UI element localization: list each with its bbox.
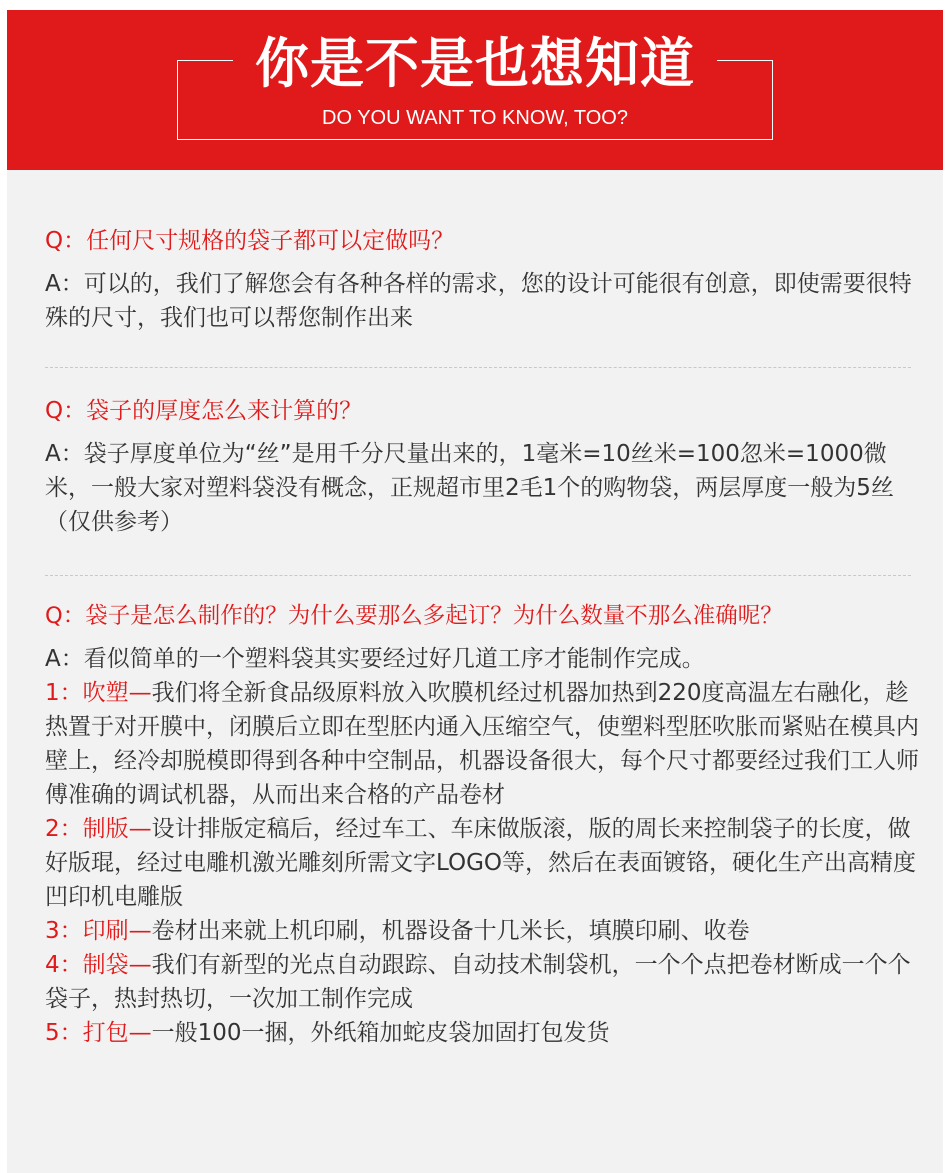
- faq-question: Q：任何尺寸规格的袋子都可以定做吗？: [45, 228, 455, 254]
- step-text: 设计排版定稿后，经过车工、车床做版滚，版的周长来控制袋子的长度，做好版琨，经过电雕机激光雕刻所需文字LOGO等，然后在表面镀铬，硬化生产出高精度凹印机电雕版: [45, 816, 917, 910]
- step-3: [45, 914, 925, 948]
- step-1: [45, 676, 925, 812]
- step-text: 我们将全新食品级原料放入吹膜机经过机器加热到220度高温左右融化，趁热置于对开膜中，闭膜后立即在型胚内通入压缩空气，使塑料型胚吹胀而紧贴在模具内壁上，经冷却脱模即得到各种中空制品，机器设备很大，每个尺寸都要经过我们工人师傅准确的调试机器，从而出来合格的产品卷材: [45, 680, 919, 808]
- step-name: 吹塑—: [82, 680, 152, 706]
- faq-answer: A：可以的，我们了解您会有各种各样的需求，您的设计可能很有创意，即使需要很特殊的尺寸，我们也可以帮您制作出来: [45, 271, 912, 331]
- faq-answer: [45, 642, 925, 1050]
- step-text: 我们有新型的光点自动跟踪、自动技术制袋机，一个个点把卷材断成一个个袋子，热封热切，一次加工制作完成: [45, 952, 911, 1012]
- faq-item-2: [45, 395, 915, 539]
- faq-answer: A：袋子厚度单位为“丝”是用千分尺量出来的，1毫米=10丝米=100忽米=1000微米，一般大家对塑料袋没有概念，正规超市里2毛1个的购物袋，两层厚度一般为5丝（仅供参考）: [45, 441, 894, 535]
- divider: [45, 575, 911, 576]
- faq-question: Q：袋子是怎么制作的？为什么要那么多起订？为什么数量不那么准确呢？: [45, 603, 783, 629]
- step-text: 卷材出来就上机印刷，机器设备十几米长，填膜印刷、收卷: [151, 918, 750, 944]
- step-number: 5：: [45, 1020, 83, 1046]
- step-number: 2：: [45, 816, 83, 842]
- step-2: [45, 812, 925, 914]
- step-number: 4：: [45, 952, 83, 978]
- page-title: 你是不是也想知道: [255, 32, 695, 95]
- step-number: 3：: [45, 918, 83, 944]
- answer-intro: A：看似简单的一个塑料袋其实要经过好几道工序才能制作完成。: [45, 646, 705, 672]
- step-number: 1：: [45, 680, 83, 706]
- faq-question: Q：袋子的厚度怎么来计算的？: [45, 398, 363, 424]
- faq-item-3: [45, 600, 925, 1050]
- faq-item-1: [45, 225, 915, 335]
- page: [7, 10, 943, 1173]
- step-name: 制版—: [82, 816, 152, 842]
- step-5: [45, 1016, 925, 1050]
- step-name: 打包—: [82, 1020, 152, 1046]
- page-subtitle: DO YOU WANT TO KNOW, TOO?: [322, 107, 628, 129]
- step-text: 一般100一捆，外纸箱加蛇皮袋加固打包发货: [151, 1020, 610, 1046]
- header-banner: [7, 10, 943, 170]
- step-4: [45, 948, 925, 1016]
- step-name: 制袋—: [82, 952, 152, 978]
- step-name: 印刷—: [82, 918, 152, 944]
- divider: [45, 367, 911, 368]
